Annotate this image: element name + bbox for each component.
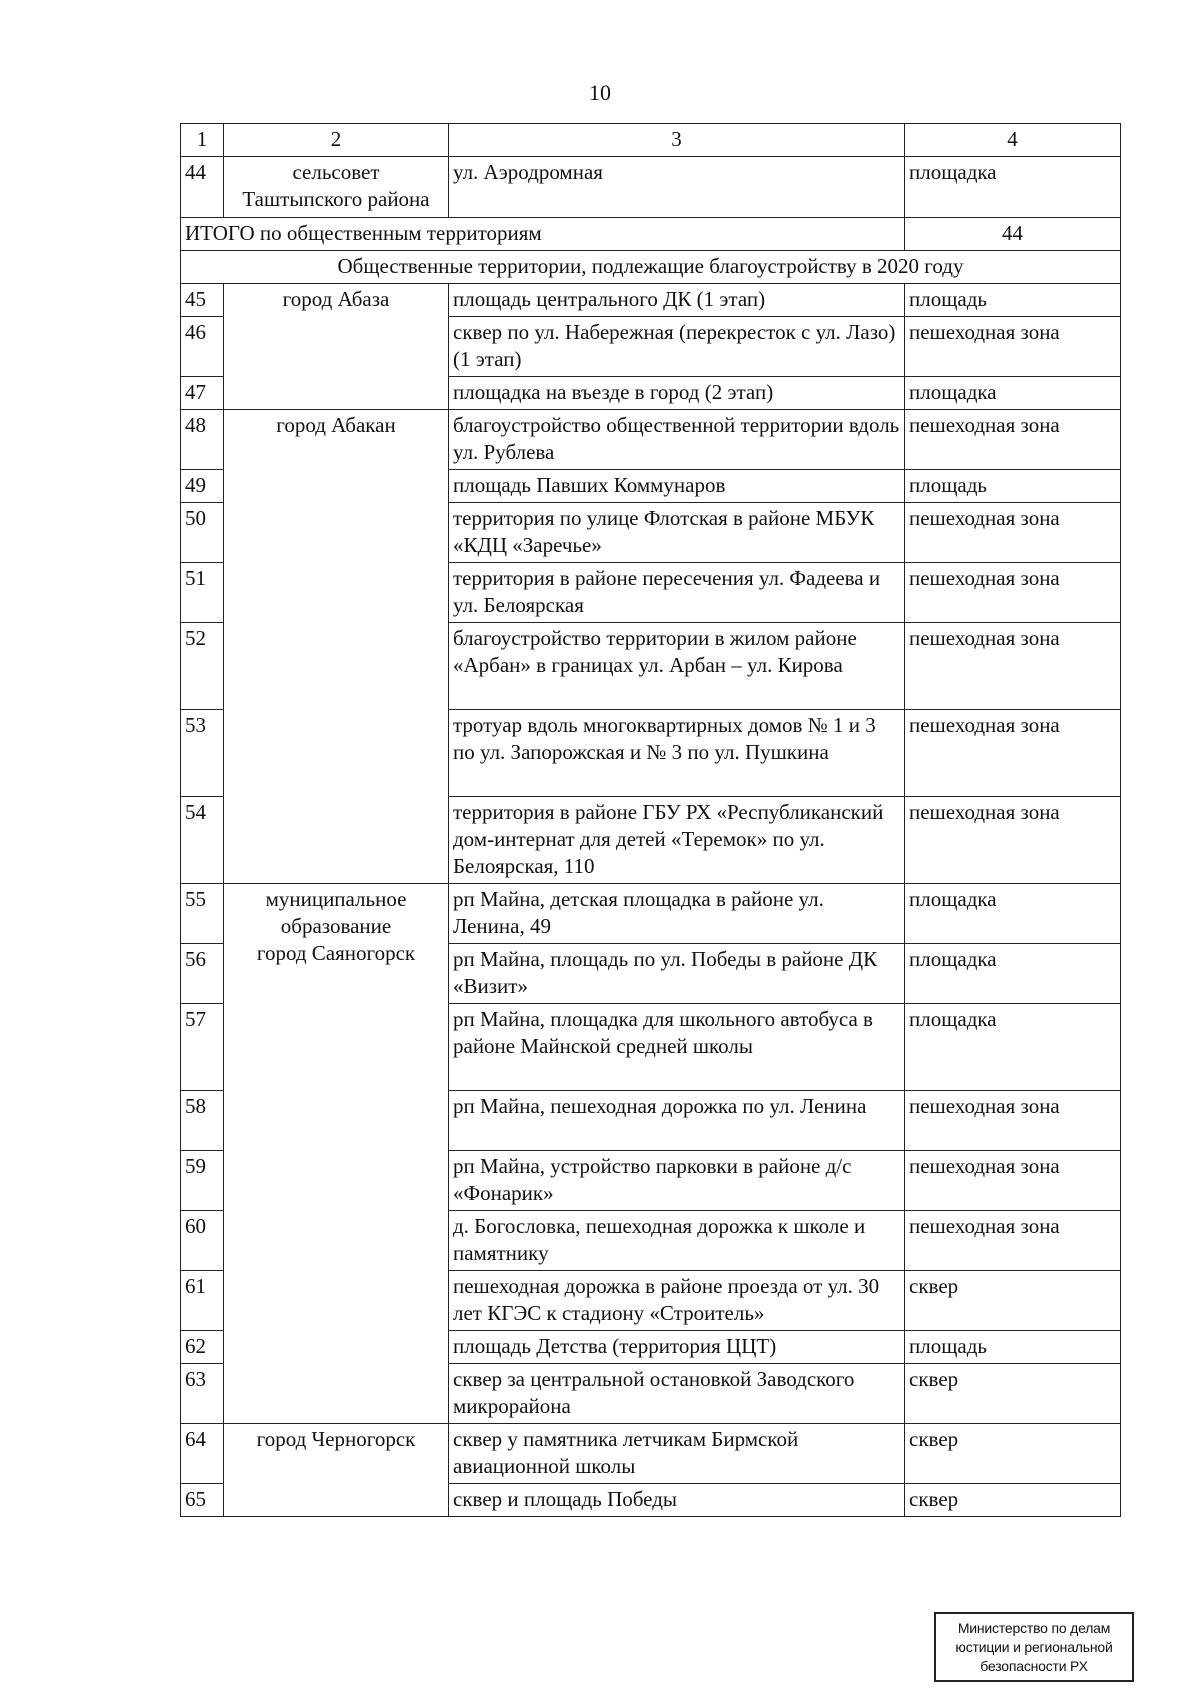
row-number: 47 <box>181 377 224 410</box>
municipality-line: образование <box>280 914 392 938</box>
object-cell: площадь Детства (территория ЦЦТ) <box>449 1331 905 1364</box>
type-cell: сквер <box>905 1424 1121 1484</box>
municipality-cell: город Абаза <box>224 284 449 410</box>
table-row <box>181 884 1121 944</box>
type-cell: площадка <box>905 157 1121 218</box>
table-header-row <box>181 124 1121 157</box>
stamp-line: безопасности РХ <box>980 1658 1088 1674</box>
type-cell: пешеходная зона <box>905 1151 1121 1211</box>
row-number: 55 <box>181 884 224 944</box>
municipality-line: муниципальное <box>265 887 407 911</box>
object-cell: рп Майна, детская площадка в районе ул. Ленина, 49 <box>449 884 905 944</box>
municipality-cell: город Черногорск <box>224 1424 449 1517</box>
object-cell: рп Майна, площадь по ул. Победы в районе ДК «Визит» <box>449 944 905 1004</box>
municipality-line: город Саяногорск <box>256 941 416 965</box>
type-cell: пешеходная зона <box>905 710 1121 797</box>
stamp-line: Министерство по делам <box>957 1620 1111 1636</box>
type-cell: сквер <box>905 1364 1121 1424</box>
row-number: 62 <box>181 1331 224 1364</box>
stamp-line: юстиции и региональной <box>955 1639 1113 1655</box>
row-number: 64 <box>181 1424 224 1484</box>
type-cell: площадка <box>905 884 1121 944</box>
row-number: 65 <box>181 1484 224 1517</box>
row-number: 63 <box>181 1364 224 1424</box>
object-cell: д. Богословка, пешеходная дорожка к школе и памятнику <box>449 1211 905 1271</box>
row-number: 60 <box>181 1211 224 1271</box>
column-number-3: 3 <box>449 124 905 157</box>
row-number: 58 <box>181 1091 224 1151</box>
object-cell: площадка на въезде в город (2 этап) <box>449 377 905 410</box>
object-cell: площадь Павших Коммунаров <box>449 470 905 503</box>
municipality-line: Таштыпского района <box>242 187 430 211</box>
row-number: 54 <box>181 797 224 884</box>
row-number: 46 <box>181 317 224 377</box>
object-cell: территория в районе ГБУ РХ «Республиканский дом-интернат для детей «Теремок» по ул. Белоярская, 110 <box>449 797 905 884</box>
type-cell: пешеходная зона <box>905 410 1121 470</box>
table-row <box>181 284 1121 317</box>
table-row <box>181 157 1121 218</box>
territories-table <box>180 123 1121 1517</box>
total-value: 44 <box>905 218 1121 251</box>
total-row <box>181 218 1121 251</box>
type-cell: пешеходная зона <box>905 1091 1121 1151</box>
row-number: 48 <box>181 410 224 470</box>
type-cell: сквер <box>905 1484 1121 1517</box>
type-cell: пешеходная зона <box>905 317 1121 377</box>
type-cell: пешеходная зона <box>905 503 1121 563</box>
column-number-1: 1 <box>181 124 224 157</box>
object-cell: благоустройство общественной территории вдоль ул. Рублева <box>449 410 905 470</box>
total-label: ИТОГО по общественным территориям <box>181 218 905 251</box>
municipality-line: сельсовет <box>292 160 380 184</box>
type-cell: площадь <box>905 470 1121 503</box>
municipality-cell <box>224 884 449 1424</box>
object-cell: сквер и площадь Победы <box>449 1484 905 1517</box>
type-cell: площадка <box>905 1004 1121 1091</box>
type-cell: сквер <box>905 1271 1121 1331</box>
object-cell: площадь центрального ДК (1 этап) <box>449 284 905 317</box>
object-cell: рп Майна, пешеходная дорожка по ул. Ленина <box>449 1091 905 1151</box>
row-number: 56 <box>181 944 224 1004</box>
row-number: 59 <box>181 1151 224 1211</box>
object-cell: тротуар вдоль многоквартирных домов № 1 и 3 по ул. Запорожская и № 3 по ул. Пушкина <box>449 710 905 797</box>
type-cell: площадь <box>905 1331 1121 1364</box>
row-number: 44 <box>181 157 224 218</box>
object-cell: территория по улице Флотская в районе МБУК «КДЦ «Заречье» <box>449 503 905 563</box>
row-number: 51 <box>181 563 224 623</box>
type-cell: пешеходная зона <box>905 563 1121 623</box>
object-cell: рп Майна, устройство парковки в районе д/с «Фонарик» <box>449 1151 905 1211</box>
column-number-4: 4 <box>905 124 1121 157</box>
row-number: 57 <box>181 1004 224 1091</box>
type-cell: пешеходная зона <box>905 1211 1121 1271</box>
object-cell: благоустройство территории в жилом районе «Арбан» в границах ул. Арбан – ул. Кирова <box>449 623 905 710</box>
row-number: 52 <box>181 623 224 710</box>
section-title: Общественные территории, подлежащие благоустройству в 2020 году <box>181 251 1121 284</box>
ministry-stamp <box>934 1612 1134 1682</box>
type-cell: площадка <box>905 377 1121 410</box>
row-number: 61 <box>181 1271 224 1331</box>
municipality-cell: город Абакан <box>224 410 449 884</box>
object-cell: сквер за центральной остановкой Заводского микрорайона <box>449 1364 905 1424</box>
object-cell: пешеходная дорожка в районе проезда от ул. 30 лет КГЭС к стадиону «Строитель» <box>449 1271 905 1331</box>
row-number: 45 <box>181 284 224 317</box>
object-cell: территория в районе пересечения ул. Фадеева и ул. Белоярская <box>449 563 905 623</box>
type-cell: площадь <box>905 284 1121 317</box>
object-cell: рп Майна, площадка для школьного автобуса в районе Майнской средней школы <box>449 1004 905 1091</box>
type-cell: площадка <box>905 944 1121 1004</box>
object-cell: сквер у памятника летчикам Бирмской авиационной школы <box>449 1424 905 1484</box>
object-cell: ул. Аэродромная <box>449 157 905 218</box>
type-cell: пешеходная зона <box>905 623 1121 710</box>
table-row <box>181 410 1121 470</box>
row-number: 49 <box>181 470 224 503</box>
column-number-2: 2 <box>224 124 449 157</box>
municipality-cell <box>224 157 449 218</box>
row-number: 50 <box>181 503 224 563</box>
page-number: 10 <box>589 80 611 105</box>
section-title-row <box>181 251 1121 284</box>
table-row <box>181 1424 1121 1484</box>
row-number: 53 <box>181 710 224 797</box>
object-cell: сквер по ул. Набережная (перекресток с ул. Лазо) (1 этап) <box>449 317 905 377</box>
type-cell: пешеходная зона <box>905 797 1121 884</box>
